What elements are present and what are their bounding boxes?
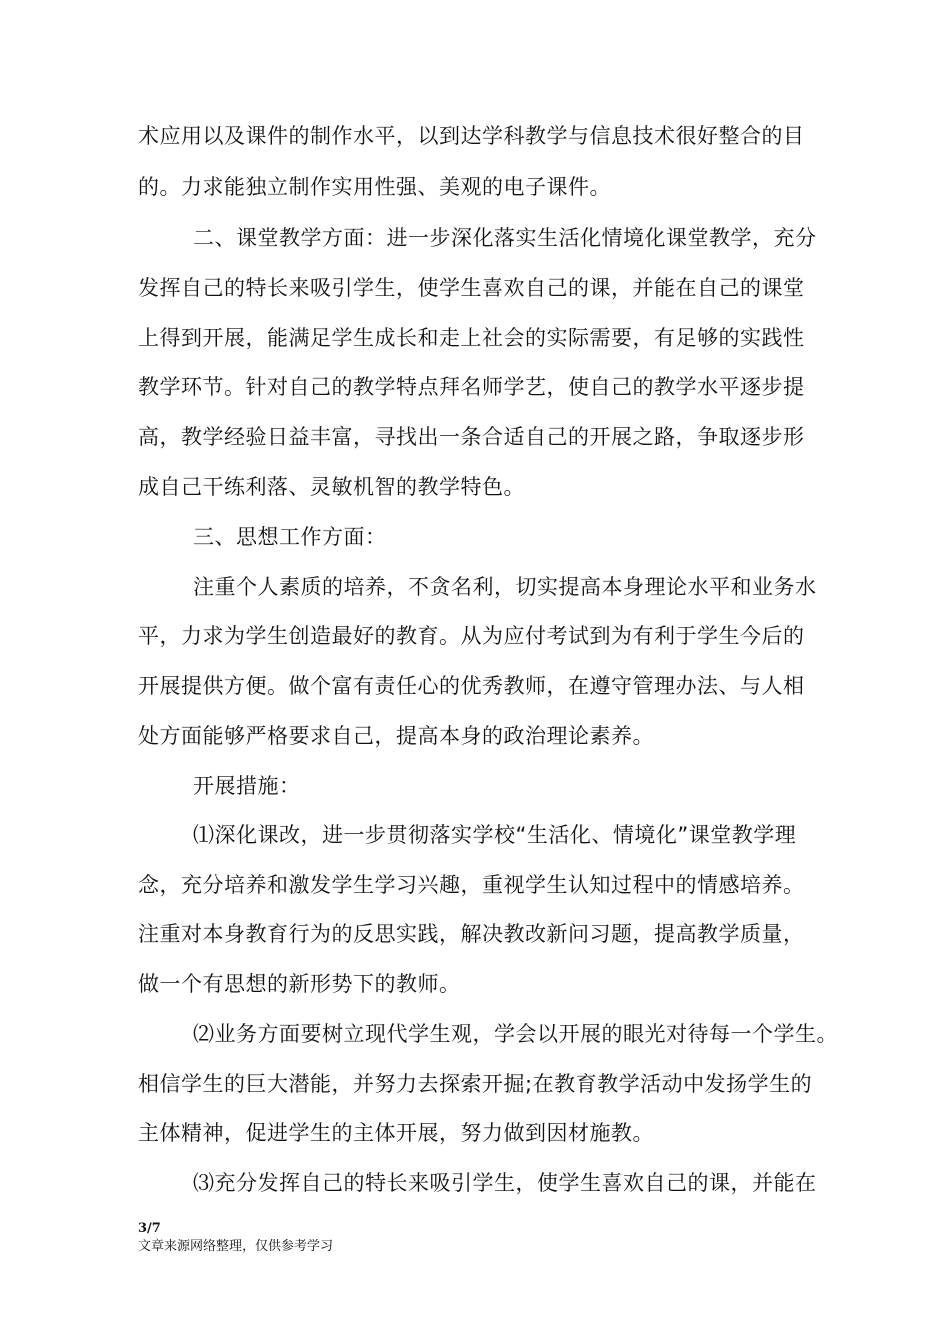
section-heading: 三、思想工作方面： <box>193 525 387 549</box>
text-line: 开展提供方便。做个富有责任心的优秀教师，在遵守管理办法、与人相 <box>138 674 805 698</box>
text-line: 发挥自己的特长来吸引学生，使学生喜欢自己的课，并能在自己的课堂 <box>138 276 805 300</box>
text-line: 成自己干练利落、灵敏机智的教学特色。 <box>138 475 525 499</box>
text-line: 处方面能够严格要求自己，提高本身的政治理论素养。 <box>138 724 654 748</box>
text-line: 注重对本身教育行为的反思实践，解决教改新问习题，提高教学质量， <box>138 922 805 946</box>
text-line: 上得到开展，能满足学生成长和走上社会的实际需要，有足够的实践性 <box>138 326 805 350</box>
text-line: 注重个人素质的培养，不贪名利，切实提高本身理论水平和业务水 <box>193 575 817 599</box>
text-line: ⑶充分发挥自己的特长来吸引学生，使学生喜欢自己的课，并能在 <box>193 1171 817 1195</box>
text-line: 高，教学经验日益丰富，寻找出一条合适自己的开展之路，争取逐步形 <box>138 425 805 449</box>
text-line: 的。力求能独立制作实用性强、美观的电子课件。 <box>138 175 611 199</box>
text-line: 主体精神，促进学生的主体开展，努力做到因材施教。 <box>138 1121 654 1145</box>
footer-note: 文章来源网络整理，仅供参考学习 <box>138 1239 334 1254</box>
section-heading: 开展措施： <box>193 774 301 798</box>
text-line: 术应用以及课件的制作水平，以到达学科教学与信息技术很好整合的目 <box>138 124 805 148</box>
text-line: ⑴深化课改，进一步贯彻落实学校“生活化、情境化”课堂教学理 <box>193 823 797 847</box>
text-line: 二、课堂教学方面：进一步深化落实生活化情境化课堂教学，充分 <box>193 226 817 250</box>
text-line: 平，力求为学生创造最好的教育。从为应付考试到为有利于学生今后的 <box>138 624 805 648</box>
text-line: 相信学生的巨大潜能，并努力去探索开掘;在教育教学活动中发扬学生的 <box>138 1072 813 1096</box>
page-number: 3/7 <box>138 1221 161 1236</box>
text-line: 做一个有思想的新形势下的教师。 <box>138 972 461 996</box>
text-line: 教学环节。针对自己的教学特点拜名师学艺，使自己的教学水平逐步提 <box>138 375 805 399</box>
text-line: 念，充分培养和激发学生学习兴趣，重视学生认知过程中的情感培养。 <box>138 873 805 897</box>
text-line: ⑵业务方面要树立现代学生观，学会以开展的眼光对待每一个学生。 <box>193 1022 838 1046</box>
